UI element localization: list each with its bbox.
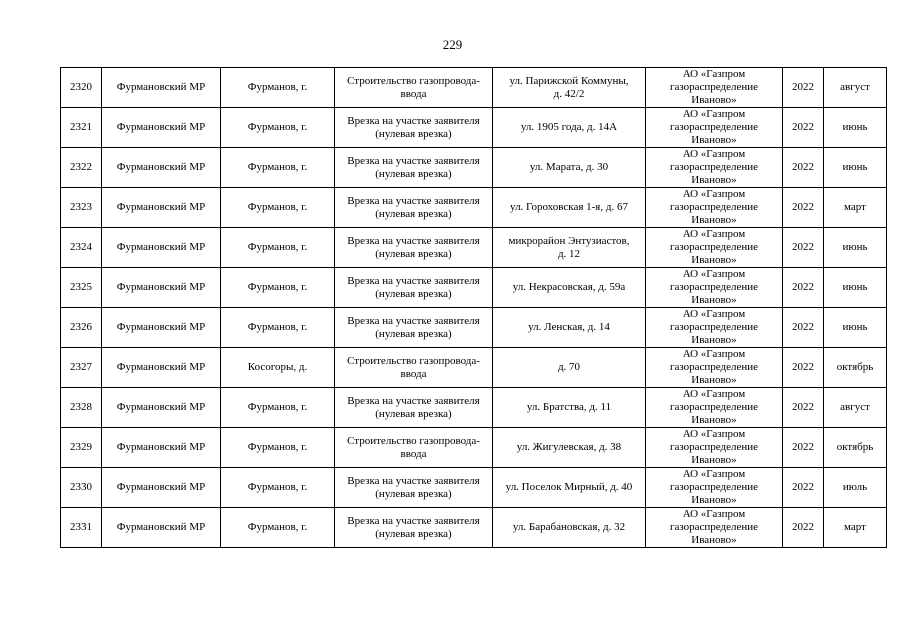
- locality-cell: Фурманов, г.: [221, 268, 335, 308]
- district-cell: Фурмановский МР: [102, 68, 221, 108]
- row-number-cell: 2326: [61, 308, 102, 348]
- month-cell: июль: [824, 468, 887, 508]
- address-cell: д. 70: [493, 348, 646, 388]
- locality-cell: Фурманов, г.: [221, 428, 335, 468]
- organization-cell: АО «Газпром газораспределение Иваново»: [646, 188, 783, 228]
- row-number-cell: 2324: [61, 228, 102, 268]
- address-cell: ул. Парижской Коммуны, д. 42/2: [493, 68, 646, 108]
- table-row: [61, 188, 887, 228]
- table-row: [61, 228, 887, 268]
- organization-cell: АО «Газпром газораспределение Иваново»: [646, 268, 783, 308]
- table-row: [61, 468, 887, 508]
- year-cell: 2022: [783, 68, 824, 108]
- month-cell: июнь: [824, 228, 887, 268]
- year-cell: 2022: [783, 108, 824, 148]
- row-number-cell: 2330: [61, 468, 102, 508]
- month-cell: август: [824, 68, 887, 108]
- month-cell: октябрь: [824, 428, 887, 468]
- row-number-cell: 2321: [61, 108, 102, 148]
- year-cell: 2022: [783, 388, 824, 428]
- year-cell: 2022: [783, 228, 824, 268]
- address-cell: ул. Братства, д. 11: [493, 388, 646, 428]
- row-number-cell: 2323: [61, 188, 102, 228]
- page-number: 229: [442, 37, 463, 52]
- organization-cell: АО «Газпром газораспределение Иваново»: [646, 228, 783, 268]
- locality-cell: Фурманов, г.: [221, 148, 335, 188]
- district-cell: Фурмановский МР: [102, 108, 221, 148]
- district-cell: Фурмановский МР: [102, 308, 221, 348]
- year-cell: 2022: [783, 148, 824, 188]
- locality-cell: Косогоры, д.: [221, 348, 335, 388]
- year-cell: 2022: [783, 268, 824, 308]
- address-cell: ул. Поселок Мирный, д. 40: [493, 468, 646, 508]
- table-row: [61, 348, 887, 388]
- year-cell: 2022: [783, 348, 824, 388]
- organization-cell: АО «Газпром газораспределение Иваново»: [646, 388, 783, 428]
- table-row: [61, 388, 887, 428]
- month-cell: август: [824, 388, 887, 428]
- year-cell: 2022: [783, 428, 824, 468]
- district-cell: Фурмановский МР: [102, 148, 221, 188]
- organization-cell: АО «Газпром газораспределение Иваново»: [646, 108, 783, 148]
- locality-cell: Фурманов, г.: [221, 468, 335, 508]
- work-type-cell: Строительство газопровода- ввода: [335, 428, 493, 468]
- locality-cell: Фурманов, г.: [221, 388, 335, 428]
- table-row: [61, 268, 887, 308]
- organization-cell: АО «Газпром газораспределение Иваново»: [646, 308, 783, 348]
- address-cell: ул. Марата, д. 30: [493, 148, 646, 188]
- month-cell: март: [824, 188, 887, 228]
- district-cell: Фурмановский МР: [102, 468, 221, 508]
- organization-cell: АО «Газпром газораспределение Иваново»: [646, 468, 783, 508]
- table-row: [61, 508, 887, 548]
- organization-cell: АО «Газпром газораспределение Иваново»: [646, 428, 783, 468]
- address-cell: ул. Гороховская 1-я, д. 67: [493, 188, 646, 228]
- locality-cell: Фурманов, г.: [221, 508, 335, 548]
- work-type-cell: Врезка на участке заявителя (нулевая врезка): [335, 108, 493, 148]
- row-number-cell: 2328: [61, 388, 102, 428]
- row-number-cell: 2325: [61, 268, 102, 308]
- row-number-cell: 2329: [61, 428, 102, 468]
- address-cell: ул. Барабановская, д. 32: [493, 508, 646, 548]
- organization-cell: АО «Газпром газораспределение Иваново»: [646, 348, 783, 388]
- table-row: [61, 68, 887, 108]
- month-cell: октябрь: [824, 348, 887, 388]
- locality-cell: Фурманов, г.: [221, 228, 335, 268]
- work-type-cell: Врезка на участке заявителя (нулевая врезка): [335, 468, 493, 508]
- address-cell: ул. 1905 года, д. 14А: [493, 108, 646, 148]
- work-type-cell: Врезка на участке заявителя (нулевая врезка): [335, 228, 493, 268]
- work-type-cell: Строительство газопровода- ввода: [335, 68, 493, 108]
- locality-cell: Фурманов, г.: [221, 188, 335, 228]
- district-cell: Фурмановский МР: [102, 268, 221, 308]
- work-type-cell: Врезка на участке заявителя (нулевая врезка): [335, 148, 493, 188]
- year-cell: 2022: [783, 468, 824, 508]
- gasification-table: [60, 67, 887, 548]
- organization-cell: АО «Газпром газораспределение Иваново»: [646, 68, 783, 108]
- year-cell: 2022: [783, 508, 824, 548]
- district-cell: Фурмановский МР: [102, 348, 221, 388]
- work-type-cell: Врезка на участке заявителя (нулевая врезка): [335, 188, 493, 228]
- month-cell: июнь: [824, 108, 887, 148]
- district-cell: Фурмановский МР: [102, 428, 221, 468]
- table-row: [61, 148, 887, 188]
- row-number-cell: 2322: [61, 148, 102, 188]
- month-cell: март: [824, 508, 887, 548]
- row-number-cell: 2327: [61, 348, 102, 388]
- work-type-cell: Врезка на участке заявителя (нулевая врезка): [335, 388, 493, 428]
- address-cell: ул. Некрасовская, д. 59а: [493, 268, 646, 308]
- locality-cell: Фурманов, г.: [221, 108, 335, 148]
- month-cell: июнь: [824, 148, 887, 188]
- row-number-cell: 2320: [61, 68, 102, 108]
- row-number-cell: 2331: [61, 508, 102, 548]
- district-cell: Фурмановский МР: [102, 228, 221, 268]
- table-row: [61, 428, 887, 468]
- address-cell: ул. Ленская, д. 14: [493, 308, 646, 348]
- work-type-cell: Врезка на участке заявителя (нулевая врезка): [335, 268, 493, 308]
- address-cell: микрорайон Энтузиастов, д. 12: [493, 228, 646, 268]
- year-cell: 2022: [783, 188, 824, 228]
- year-cell: 2022: [783, 308, 824, 348]
- work-type-cell: Врезка на участке заявителя (нулевая врезка): [335, 308, 493, 348]
- month-cell: июнь: [824, 308, 887, 348]
- locality-cell: Фурманов, г.: [221, 68, 335, 108]
- organization-cell: АО «Газпром газораспределение Иваново»: [646, 148, 783, 188]
- table-row: [61, 108, 887, 148]
- organization-cell: АО «Газпром газораспределение Иваново»: [646, 508, 783, 548]
- work-type-cell: Строительство газопровода- ввода: [335, 348, 493, 388]
- district-cell: Фурмановский МР: [102, 188, 221, 228]
- district-cell: Фурмановский МР: [102, 388, 221, 428]
- district-cell: Фурмановский МР: [102, 508, 221, 548]
- month-cell: июнь: [824, 268, 887, 308]
- table-row: [61, 308, 887, 348]
- address-cell: ул. Жигулевская, д. 38: [493, 428, 646, 468]
- locality-cell: Фурманов, г.: [221, 308, 335, 348]
- work-type-cell: Врезка на участке заявителя (нулевая врезка): [335, 508, 493, 548]
